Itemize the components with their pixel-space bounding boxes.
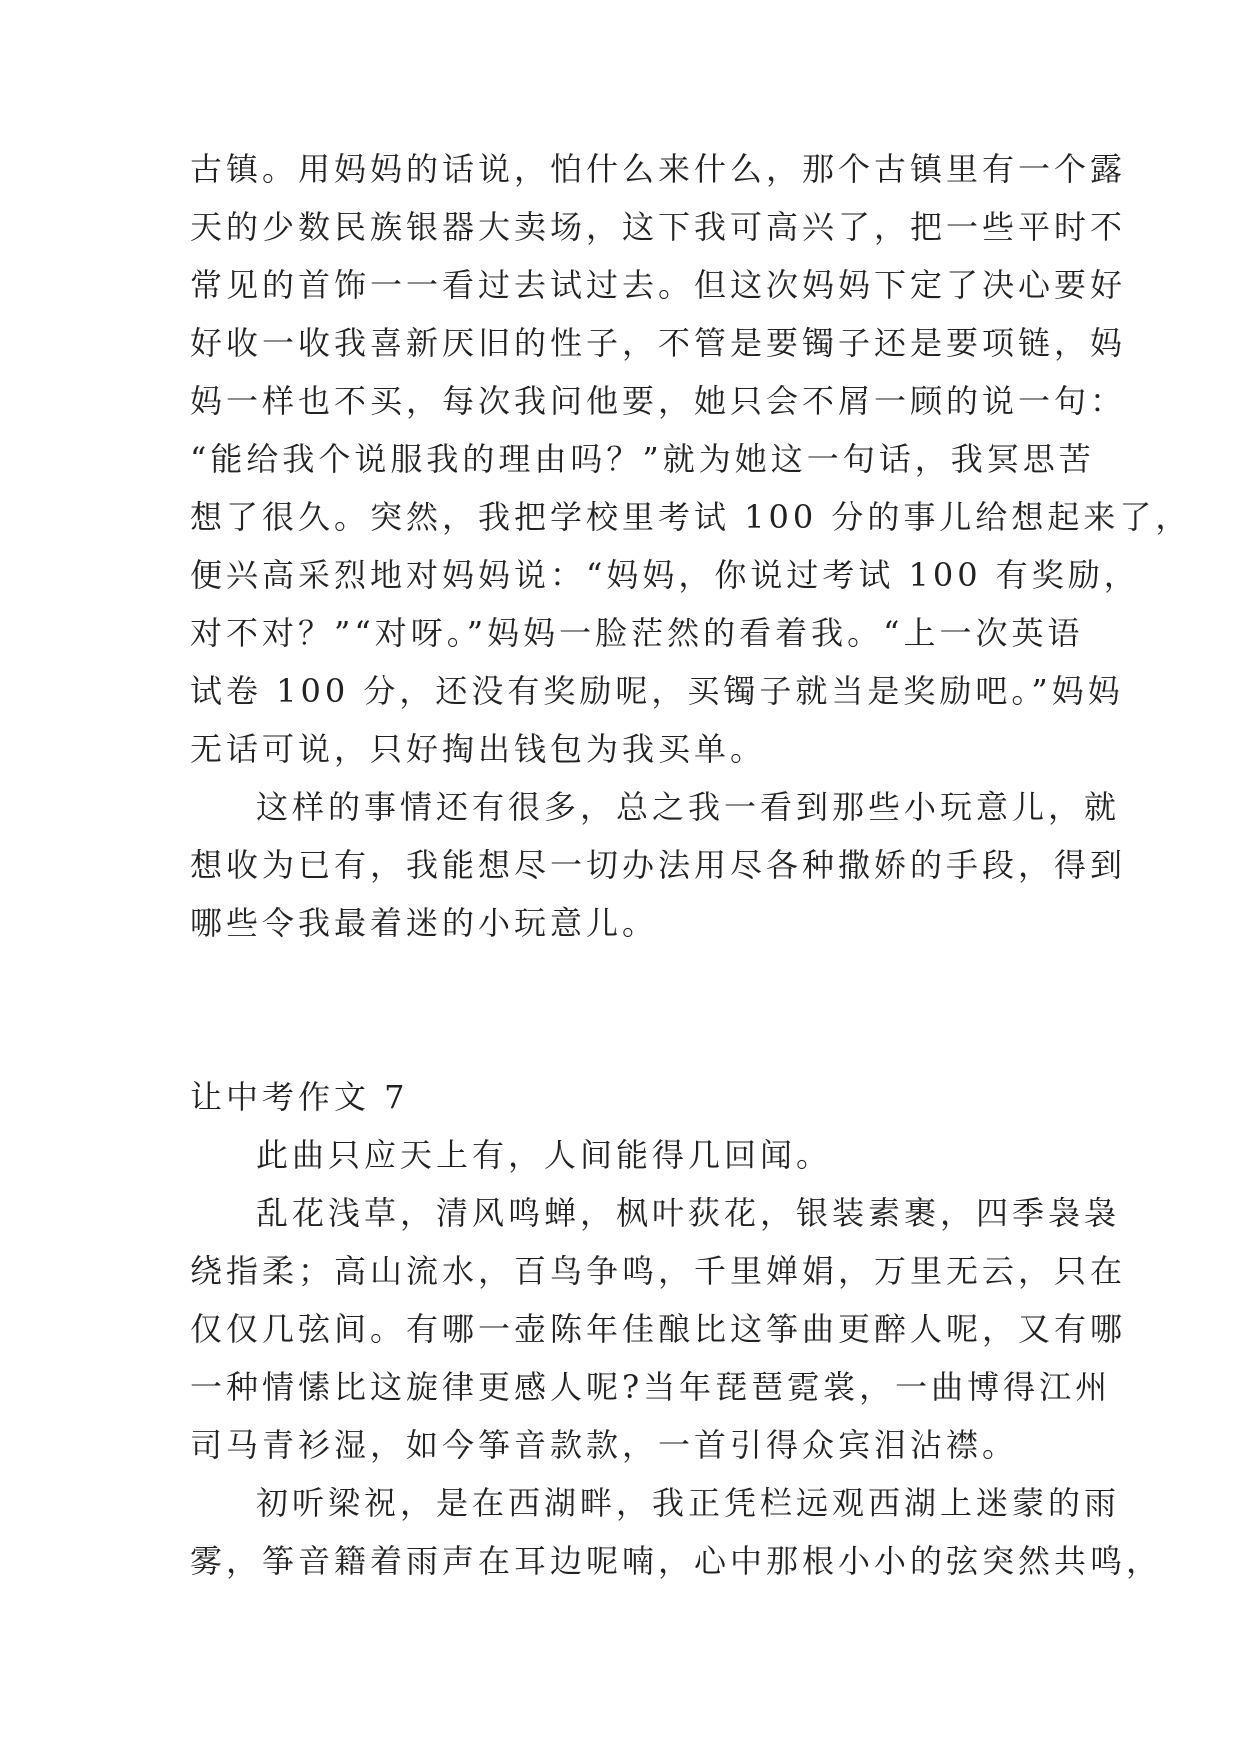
document-page (190, 140, 1192, 1590)
text-line: 雾，筝音籍着雨声在耳边呢喃，心中那根小小的弦突然共鸣， (190, 1542, 1163, 1580)
text-line: 仅仅几弦间。有哪一壶陈年佳酿比这筝曲更醉人呢，又有哪 (190, 1310, 1127, 1348)
text-line: 绕指柔；高山流水，百鸟争鸣，千里婵娟，万里无云，只在 (190, 1252, 1127, 1290)
text-line: 此曲只应天上有，人间能得几回闻。 (256, 1136, 833, 1174)
text-line: 天的少数民族银器大卖场，这下我可高兴了，把一些平时不 (190, 208, 1127, 246)
text-line: 古镇。用妈妈的话说，怕什么来什么，那个古镇里有一个露 (190, 150, 1127, 188)
text-line: 这样的事情还有很多，总之我一看到那些小玩意儿，就 (256, 788, 1121, 826)
text-line: 想了很久。突然，我把学校里考试 100 分的事儿给想起来了， (190, 498, 1192, 536)
text-line: 试卷 100 分，还没有奖励呢，买镯子就当是奖励吧。”妈妈 (190, 672, 1124, 710)
text-line: 乱花浅草，清风鸣蝉，枫叶荻花，银装素裹，四季袅袅 (256, 1194, 1121, 1232)
text-line: 妈一样也不买，每次我问他要，她只会不屑一顾的说一句： (190, 382, 1127, 420)
text-line: 便兴高采烈地对妈妈说：“妈妈，你说过考试 100 有奖励， (190, 556, 1140, 594)
text-line: 初听梁祝，是在西湖畔，我正凭栏远观西湖上迷蒙的雨 (256, 1484, 1121, 1522)
text-line: 哪些令我最着迷的小玩意儿。 (190, 904, 659, 942)
paragraph (190, 778, 1127, 952)
section-gap (190, 952, 1055, 1068)
paragraph (190, 1184, 1127, 1474)
paragraph (190, 1474, 1163, 1590)
paragraph (190, 1126, 1055, 1184)
text-line: 一种情愫比这旋律更感人呢?当年琵琶霓裳，一曲博得江州 (190, 1368, 1112, 1406)
text-line: 好收一收我喜新厌旧的性子，不管是要镯子还是要项链，妈 (190, 324, 1127, 362)
text-line: 司马青衫湿，如今筝音款款，一首引得众宾泪沾襟。 (190, 1426, 1019, 1464)
section-title: 让中考作文 7 (190, 1078, 409, 1116)
text-line: “能给我个说服我的理由吗？”就为她这一句话，我冥思苦 (190, 440, 1095, 478)
paragraph (190, 140, 1192, 778)
text-line: 对不对？”“对呀。”妈妈一脸茫然的看着我。“上一次英语 (190, 614, 1084, 652)
text-line: 常见的首饰一一看过去试过去。但这次妈妈下定了决心要好 (190, 266, 1127, 304)
text-line: 无话可说，只好掏出钱包为我买单。 (190, 730, 767, 768)
text-line: 想收为已有，我能想尽一切办法用尽各种撒娇的手段，得到 (190, 846, 1127, 884)
